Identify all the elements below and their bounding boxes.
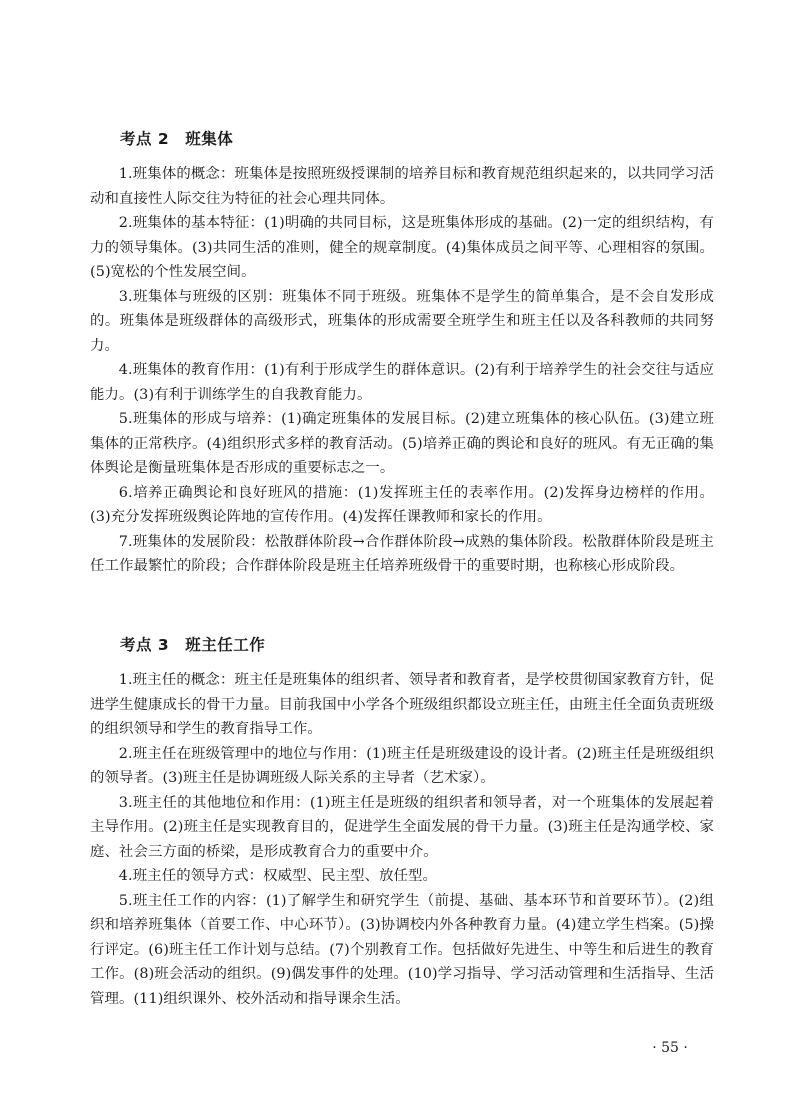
paragraph: 7.班集体的发展阶段：松散群体阶段→合作群体阶段→成熟的集体阶段。松散群体阶段是班主任工作最繁忙的阶段；合作群体阶段是班主任培养班级骨干的重要时期，也称核心形成阶段。 [90, 533, 714, 574]
paragraph: 2.班集体的基本特征：(1)明确的共同目标，这是班集体形成的基础。(2)一定的组织结构，有力的领导集体。(3)共同生活的准则，健全的规章制度。(4)集体成员之间平等、心理相容的氛围。(5)宽松的个性发展空间。 [90, 215, 714, 280]
paragraph: 1.班主任的概念：班主任是班集体的组织者、领导者和教育者，是学校贯彻国家教育方针，促进学生健康成长的骨干力量。目前我国中小学各个班级组织都设立班主任，由班主任全面负责班级的组织领导和学生的教育指导工作。 [90, 672, 714, 737]
paragraph: 2.班主任在班级管理中的地位与作用：(1)班主任是班级建设的设计者。(2)班主任是班级组织的领导者。(3)班主任是协调班级人际关系的主导者（艺术家）。 [90, 745, 714, 786]
paragraph: 4.班主任的领导方式：权威型、民主型、放任型。 [118, 868, 438, 884]
paragraph: 5.班主任工作的内容：(1)了解学生和研究学生（前提、基础、基本环节和首要环节）。(2)组织和培养班集体（首要工作、中心环节）。(3)协调校内外各种教育力量。(4)建立学生档案。(5)操行评定。(6)班主任工作计划与总结。(7)个别教育工作。包括做好先进生、中等生和后进生的教育工作。(8)班会活动的组织。(9)偶发事件的处理。(10)学习指导、学习活动管理和生活指导、生活管理。(11)组织课外、校外活动和指导课余生活。 [90, 892, 714, 1007]
paragraph: 1.班集体的概念：班集体是按照班级授课制的培养目标和教育规范组织起来的，以共同学习活动和直接性人际交往为特征的社会心理共同体。 [90, 166, 714, 207]
paragraph: 4.班集体的教育作用：(1)有利于形成学生的群体意识。(2)有利于培养学生的社会交往与适应能力。(3)有利于训练学生的自我教育能力。 [90, 362, 714, 403]
heading-title: 班主任工作 [185, 636, 266, 654]
page-number: · 55 · [652, 1040, 688, 1056]
paragraph: 6.培养正确舆论和良好班风的措施：(1)发挥班主任的表率作用。(2)发挥身边榜样的作用。(3)充分发挥班级舆论阵地的宣传作用。(4)发挥任课教师和家长的作用。 [90, 484, 714, 525]
paragraph: 5.班集体的形成与培养：(1)确定班集体的发展目标。(2)建立班集体的核心队伍。(3)建立班集体的正常秩序。(4)组织形式多样的教育活动。(5)培养正确的舆论和良好的班风。有无正确的集体舆论是衡量班集体是否形成的重要标志之一。 [90, 411, 714, 476]
paragraph: 3.班主任的其他地位和作用：(1)班主任是班级的组织者和领导者，对一个班集体的发展起着主导作用。(2)班主任是实现教育目的，促进学生全面发展的骨干力量。(3)班主任是沟通学校、家庭、社会三方面的桥梁，是形成教育合力的重要中介。 [90, 794, 714, 860]
section-heading [120, 128, 714, 150]
section-class-collective [90, 128, 714, 579]
heading-prefix: 考点 3 [120, 636, 170, 654]
heading-prefix: 考点 2 [120, 130, 170, 148]
paragraph: 3.班集体与班级的区别：班集体不同于班级。班集体不是学生的简单集合，是不会自发形成的。班集体是班级群体的高级形式，班集体的形成需要全班学生和班主任以及各科教师的共同努力。 [90, 288, 714, 354]
heading-title: 班集体 [185, 130, 234, 148]
section-head-teacher-work [90, 634, 714, 1011]
section-heading [120, 634, 714, 656]
